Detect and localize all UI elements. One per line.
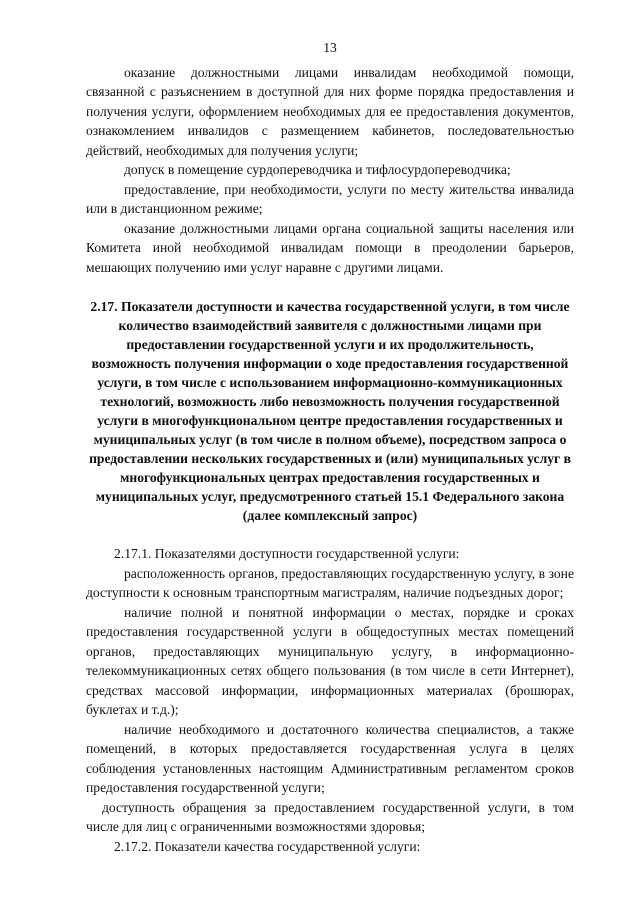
paragraph-accessibility: доступность обращения за предоставлением государственной услуги, в том числе для лиц с ограниченными возможностями здоровья; xyxy=(86,799,574,834)
paragraph-location: расположенность органов, предоставляющих государственную услугу, в зоне доступности к основным транспортным магистралям, наличие подъездных дорог; xyxy=(86,565,574,600)
paragraph-remote-service: предоставление, при необходимости, услуги по месту жительства инвалида или в дистанционном режиме; xyxy=(86,181,574,216)
paragraph-specialists: наличие необходимого и достаточного количества специалистов, а также помещений, в которых предоставляется государственная услуга в целях соблюдения установленных настоящим Административным регламентом сроков предоставления государственной услуги; xyxy=(86,721,574,795)
page-number: 13 xyxy=(323,40,337,55)
paragraph-interpreter: допуск в помещение сурдопереводчика и тифлосурдопереводчика; xyxy=(124,162,511,177)
paragraph-assistance: оказание должностными лицами инвалидам необходимой помощи, связанной с разъяснением в доступной для них форме порядка предоставления и получения услуги, оформлением необходимых для ее предоставления документов, ознакомлением инвалидов с размещением кабинетов, последовательностью действий, необходимых для получения услуги; xyxy=(86,64,574,158)
paragraph-barriers: оказание должностными лицами органа социальной защиты населения или Комитета иной необходимой инвалидам помощи в преодолении барьеров, мешающих получению ими услуг наравне с другими лицами. xyxy=(86,220,574,275)
section-heading-2-17: 2.17. Показатели доступности и качества государственной услуги, в том числе количество взаимодействий заявителя с должностными лицами при предоставлении государственной услуги и их продолжительность, возможность получения информации о ходе предоставления государственной услуги, в том числе с использованием информационно-коммуникационных технологий, возможность либо невозможность получения государственной услуги в многофункциональном центре предоставления государственных и муниципальных услуг (в том числе в полном объеме), посредством запроса о предоставлении нескольких государственных и (или) муниципальных услуг в многофункциональных центрах предоставления государственных и муниципальных услуг, предусмотренного статьей 15.1 Федерального закона (далее комплексный запрос) xyxy=(89,299,571,523)
subsection-2-17-2: 2.17.2. Показатели качества государственной услуги: xyxy=(114,838,421,854)
paragraph-information: наличие полной и понятной информации о местах, порядке и сроках предоставления государственной услуги в общедоступных местах помещений органов, предоставляющих муниципальную услугу, в информационно-телекоммуникационных сетях общего пользования (в том числе в сети Интернет), средствах массовой информации, информационных материалах (брошюрах, буклетах и т.д.); xyxy=(86,604,574,717)
subsection-2-17-1: 2.17.1. Показателями доступности государственной услуги: xyxy=(114,546,460,561)
document-page xyxy=(86,38,574,856)
